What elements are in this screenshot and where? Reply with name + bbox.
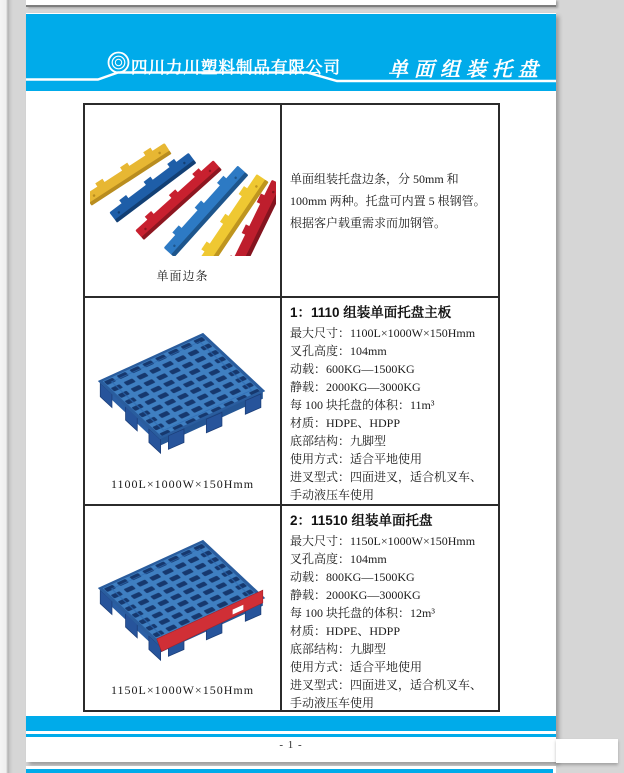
image-caption: 单面边条 <box>156 269 209 283</box>
product-description: 单面组装托盘边条，分 50mm 和 100mm 两种。托盘可内置 5 根钢管。根据客户载重需求而加钢管。 <box>290 171 486 230</box>
product-title: 2：11510 组装单面托盘 <box>290 513 433 528</box>
product-title: 1：1110 组装单面托盘主板 <box>290 305 452 320</box>
next-page-header-band <box>26 769 553 773</box>
table-cell-image-row2 <box>85 296 282 504</box>
image-wrap <box>85 506 280 683</box>
spec-line: 动载：600KG—1500KG <box>290 362 415 376</box>
pallet-11510-image <box>90 522 276 668</box>
window-left-edge <box>0 0 13 773</box>
spec-line: 材质：HDPE、HDPP <box>290 624 401 638</box>
spec-line: 底部结构：九脚型 <box>290 642 387 656</box>
footer-accent-line <box>26 734 556 737</box>
spec-line: 进叉型式：四面进叉，适合机叉车、手动液压车使用 <box>290 678 483 710</box>
spec-line: 最大尺寸：1150L×1000W×150Hmm <box>290 534 476 548</box>
previous-page-edge <box>26 0 556 7</box>
image-wrap <box>85 298 280 477</box>
next-page-edge <box>26 766 556 773</box>
company-name: 四川力川塑料制品有限公司 <box>131 59 341 77</box>
spec-line: 叉孔高度：104mm <box>290 344 387 358</box>
table-cell-text-row3 <box>282 504 498 710</box>
image-wrap <box>85 105 280 267</box>
spec-line: 底部结构：九脚型 <box>290 434 387 448</box>
company-logo-icon <box>107 51 130 74</box>
spec-line: 使用方式：适合平地使用 <box>290 452 423 466</box>
spec-line: 每 100 块托盘的体积：12m³ <box>290 606 435 620</box>
product-table <box>83 103 500 712</box>
table-cell-text-row2 <box>282 296 498 504</box>
overlapping-panel-corner <box>556 739 618 763</box>
page-number: - 1 - <box>279 739 303 751</box>
spec-line: 每 100 块托盘的体积：11m³ <box>290 398 435 412</box>
spec-line: 动载：800KG—1500KG <box>290 570 415 584</box>
image-caption: 1150L×1000W×150Hmm <box>110 683 255 697</box>
image-caption: 1100L×1000W×150Hmm <box>110 477 255 491</box>
spec-line: 进叉型式：四面进叉，适合机叉车、手动液压车使用 <box>290 470 483 502</box>
table-cell-image-row3 <box>85 504 282 710</box>
page-title: 单面组装托盘 <box>388 59 544 81</box>
table-cell-image-row1 <box>85 105 282 296</box>
spec-line: 最大尺寸：1100L×1000W×150Hmm <box>290 326 476 340</box>
pallet-1110-image <box>90 315 276 461</box>
edge-strips-image <box>90 116 276 256</box>
document-page <box>26 13 556 762</box>
footer-accent-bar <box>26 716 556 731</box>
spec-line: 静载：2000KG—3000KG <box>290 380 421 394</box>
page-header-band <box>26 14 556 91</box>
table-cell-text-row1 <box>282 105 498 296</box>
spec-line: 材质：HDPE、HDPP <box>290 416 401 430</box>
spec-line: 使用方式：适合平地使用 <box>290 660 423 674</box>
spec-line: 叉孔高度：104mm <box>290 552 387 566</box>
spec-line: 静载：2000KG—3000KG <box>290 588 421 602</box>
